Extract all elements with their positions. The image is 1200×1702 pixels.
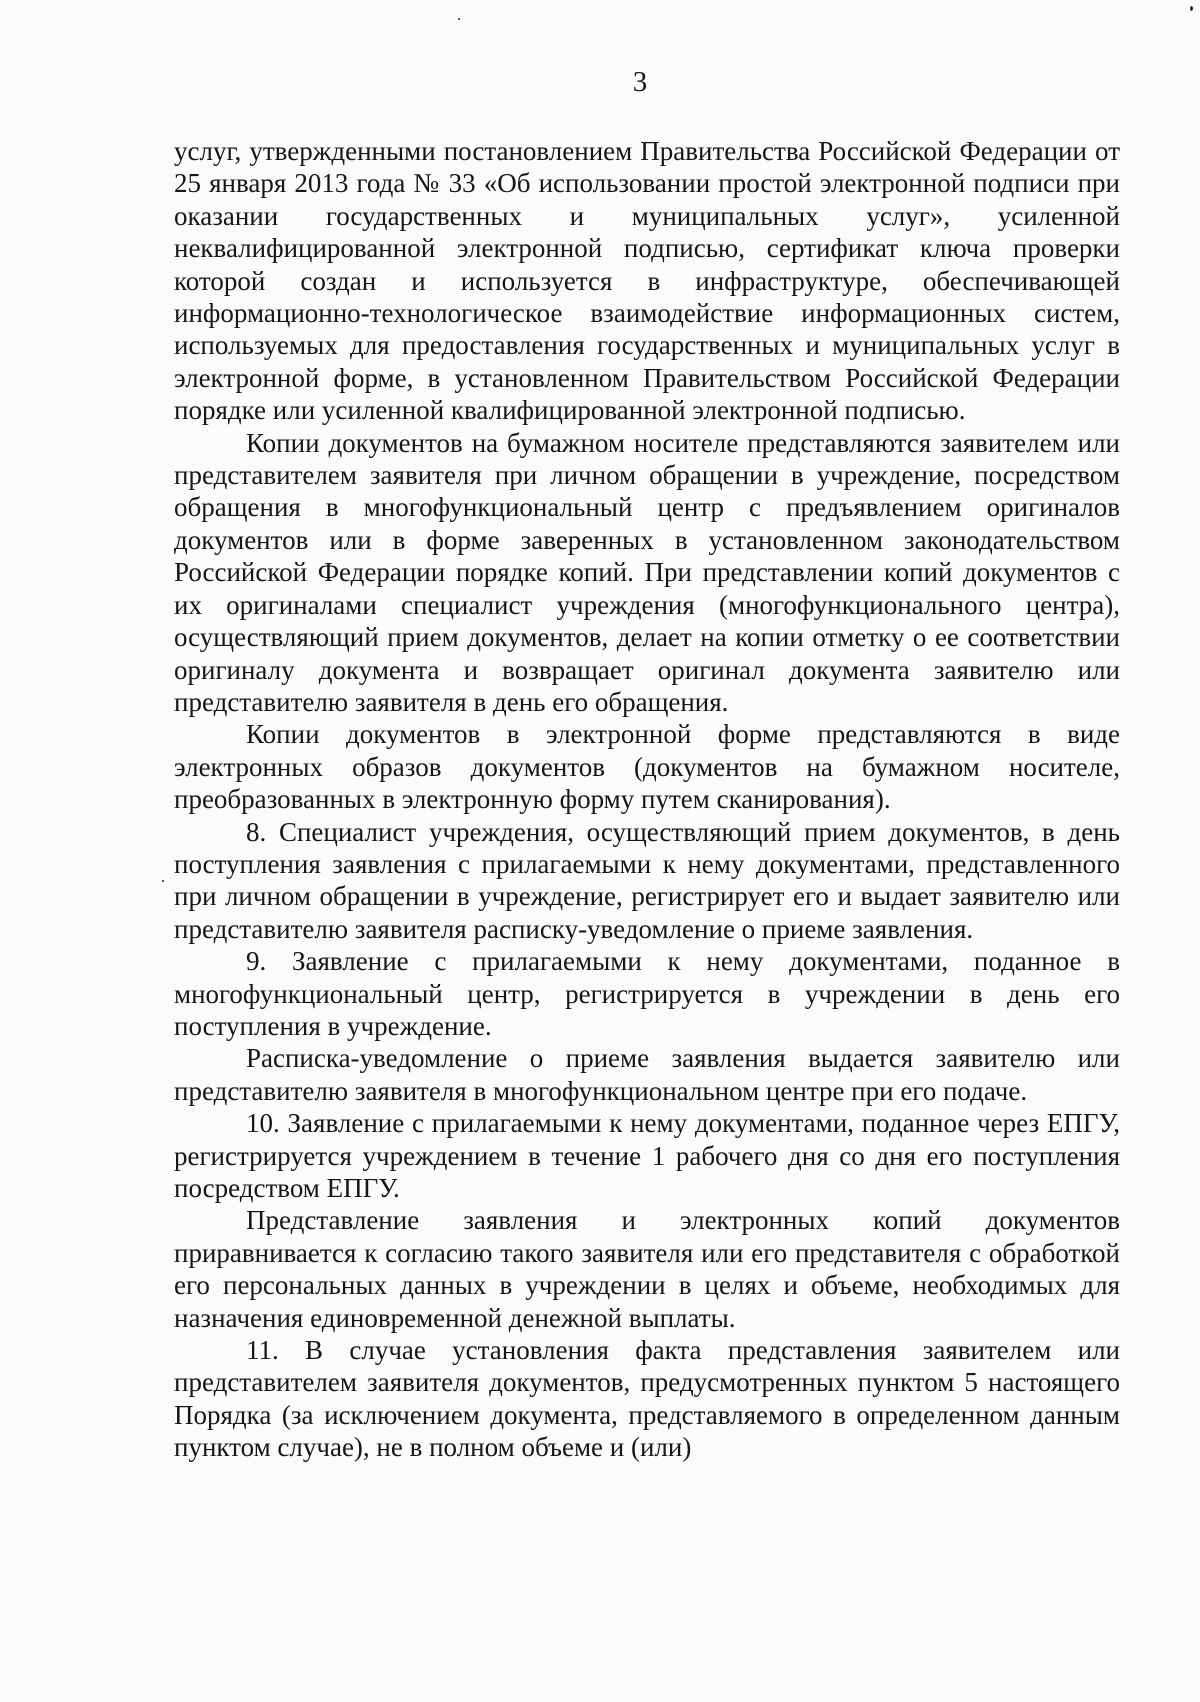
- paragraph-item-9: 9. Заявление с прилагаемыми к нему документами, поданное в многофункциональный центр, регистрируется в учреждении в день его поступления в учреждение.: [174, 946, 1120, 1041]
- page-number: 3: [632, 66, 648, 98]
- paragraph-item-8: 8. Специалист учреждения, осуществляющий прием документов, в день поступления заявления с прилагаемыми к нему документами, представленного при личном обращении в учреждение, регистрирует его и выдает заявителю или представителю заявителя расписку-уведомление о приеме заявления.: [174, 816, 1120, 944]
- paragraph-signature-types: услуг, утвержденными постановлением Правительства Российской Федерации от 25 января 2013 года № 33 «Об использовании простой электронной подписи при оказании государственных и муниципальных услуг», усиленной неквалифицированной электронной подписью, сертификат ключа проверки которой создан и используется в инфраструктуре, обеспечивающей информационно-технологическое взаимодействие информационных систем, используемых для предоставления государственных и муниципальных услуг в электронной форме, в установленном Правительством Российской Федерации порядке или усиленной квалифицированной электронной подписью.: [174, 136, 1120, 426]
- scan-speck: [162, 880, 164, 882]
- paragraph-electronic-copies: Копии документов в электронной форме представляются в виде электронных образов документов (документов на бумажном носителе, преобразованных в электронную форму путем сканирования).: [174, 719, 1120, 815]
- paragraph-item-11: 11. В случае установления факта представления заявителем или представителем заявителя документов, предусмотренных пунктом 5 настоящего Порядка (за исключением документа, представляемого в определенном данным пунктом случае), не в полном объеме и (или): [174, 1335, 1120, 1463]
- scan-speck: [458, 18, 460, 20]
- paragraph-paper-copies: Копии документов на бумажном носителе представляются заявителем или представителем заявителя при личном обращении в учреждение, посредством обращения в многофункциональный центр с предъявлением оригиналов документов или в форме заверенных в установленном законодательством Российской Федерации порядке копий. При представлении копий документов с их оригиналами специалист учреждения (многофункционального центра), осуществляющий прием документов, делает на копии отметку о ее соответствии оригиналу документа и возвращает оригинал документа заявителю или представителю заявителя в день его обращения.: [174, 427, 1120, 717]
- paragraph-item-10: 10. Заявление с прилагаемыми к нему документами, поданное через ЕПГУ, регистрируется учреждением в течение 1 рабочего дня со дня его поступления посредством ЕПГУ.: [174, 1108, 1120, 1203]
- paragraph-receipt-notice: Расписка-уведомление о приеме заявления выдается заявителю или представителю заявителя в многофункциональном центре при его подаче.: [174, 1043, 1120, 1106]
- document-body: [174, 135, 1120, 1464]
- scan-speck: [1190, 6, 1193, 11]
- paragraph-personal-data-consent: Представление заявления и электронных копий документов приравнивается к согласию такого заявителя или его представителя с обработкой его персональных данных в учреждении в целях и объеме, необходимых для назначения единовременной денежной выплаты.: [174, 1205, 1120, 1333]
